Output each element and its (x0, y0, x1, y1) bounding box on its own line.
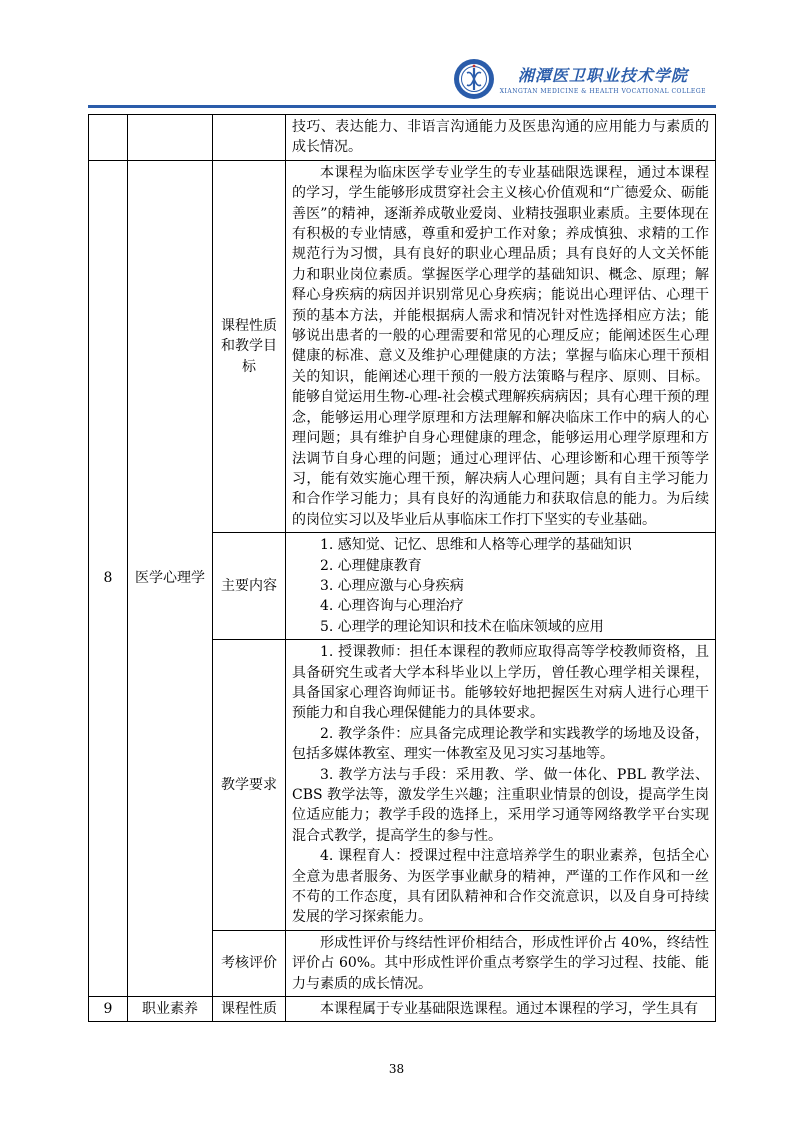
college-name: 湘潭医卫职业技术学院 (517, 66, 688, 85)
row8-section1-label: 主要内容 (213, 533, 286, 640)
row9-section0-label: 课程性质 (213, 997, 286, 1022)
course-outline-table (88, 114, 716, 1022)
row8-number: 8 (89, 160, 128, 996)
row9-course-name: 职业素养 (128, 997, 213, 1022)
header-rule (88, 105, 716, 108)
row8-objectives-row (89, 160, 716, 532)
row9-number: 9 (89, 997, 128, 1022)
college-title-block (500, 63, 716, 95)
row8-section0-label: 课程性质和教学目标 (213, 160, 286, 532)
college-emblem-icon (453, 58, 495, 100)
row9-course-nature-row (89, 997, 716, 1022)
page-header (88, 0, 716, 100)
row8-section0-content: 本课程为临床医学专业学生的专业基础限选课程，通过本课程的学习，学生能够形成贯穿社会主义核心价值观和“广德爱众、砺能善医”的精神，逐渐养成敬业爱岗、业精技强职业素质。主要体现在有积极的专业情感，尊重和爱护工作对象；养成慎独、求精的工作规范行为习惯，具有良好的职业心理品质；具有良好的人文关怀能力和职业岗位素质。掌握医学心理学的基础知识、概念、原理；解释心身疾病的病因并识别常见心身疾病；能说出心理评估、心理干预的基本方法，并能根据病人需求和情况针对性选择相应方法；能够说出患者的一般的心理需要和常见的心理反应；能阐述医生心理健康的标准、意义及维护心理健康的方法；掌握与临床心理干预相关的知识，能阐述心理干预的一般方法策略与程序、原则、目标。能够自觉运用生物-心理-社会模式理解疾病病因；具有心理干预的理念，能够运用心理学原理和方法理解和解决临床工作中的病人的心理问题；具有维护自身心理健康的理念，能够运用心理学原理和方法调节自身心理的问题；通过心理评估、心理诊断和心理干预等学习，能有效实施心理干预，解决病人心理问题；具有自主学习能力和合作学习能力；具有良好的沟通能力和获取信息的能力。为后续的岗位实习以及毕业后从事临床工作打下坚实的专业基础。 (286, 160, 716, 532)
carryover-content: 技巧、表达能力、非语言沟通能力及医患沟通的应用能力与素质的成长情况。 (286, 115, 716, 161)
college-name-english: XIANGTAN MEDICINE & HEALTH VOCATIONAL COLLEGE (499, 88, 706, 95)
row8-section3-content: 形成性评价与终结性评价相结合，形成性评价占 40%，终结性评价占 60%。其中形成性评价重点考察学生的学习过程、技能、能力与素质的成长情况。 (286, 930, 716, 996)
row8-section1-content: 1. 感知觉、记忆、思维和人格等心理学的基础知识 2. 心理健康教育 3. 心理应激与心身疾病 4. 心理咨询与心理治疗 5. 心理学的理论知识和技术在临床领域的应用 (286, 533, 716, 640)
page-number: 38 (388, 1062, 405, 1076)
empty-course-cell (128, 115, 213, 161)
carryover-row (89, 115, 716, 161)
page-content (88, 0, 716, 1022)
empty-number-cell (89, 115, 128, 161)
row8-course-name: 医学心理学 (128, 160, 213, 996)
row8-section2-content: 1. 授课教师：担任本课程的教师应取得高等学校教师资格，且具备研究生或者大学本科毕业以上学历，曾任教心理学相关课程，具备国家心理咨询师证书。能够较好地把握医生对病人进行心理干预能力和自我心理保健能力的具体要求。 2. 教学条件：应具备完成理论教学和实践教学的场地及设备，包括多媒体教室、理实一体教室及见习实习基地等。 3. 教学方法与手段：采用教、学、做一体化、PBL 教学法、CBS 教学法等，激发学生兴趣；注重职业情景的创设，提高学生岗位适应能力；教学手段的选择上，采用学习通等网络教学平台实现混合式教学，提高学生的参与性。 4. 课程育人：授课过程中注意培养学生的职业素养，包括全心全意为患者服务、为医学事业献身的精神，严谨的工作作风和一丝不苟的工作态度，具有团队精神和合作交流意识，以及自身可持续发展的学习探索能力。 (286, 640, 716, 931)
row8-section3-label: 考核评价 (213, 930, 286, 996)
row9-section0-content: 本课程属于专业基础限选课程。通过本课程的学习，学生具有 (286, 997, 716, 1022)
empty-label-cell (213, 115, 286, 161)
row8-section2-label: 教学要求 (213, 640, 286, 931)
